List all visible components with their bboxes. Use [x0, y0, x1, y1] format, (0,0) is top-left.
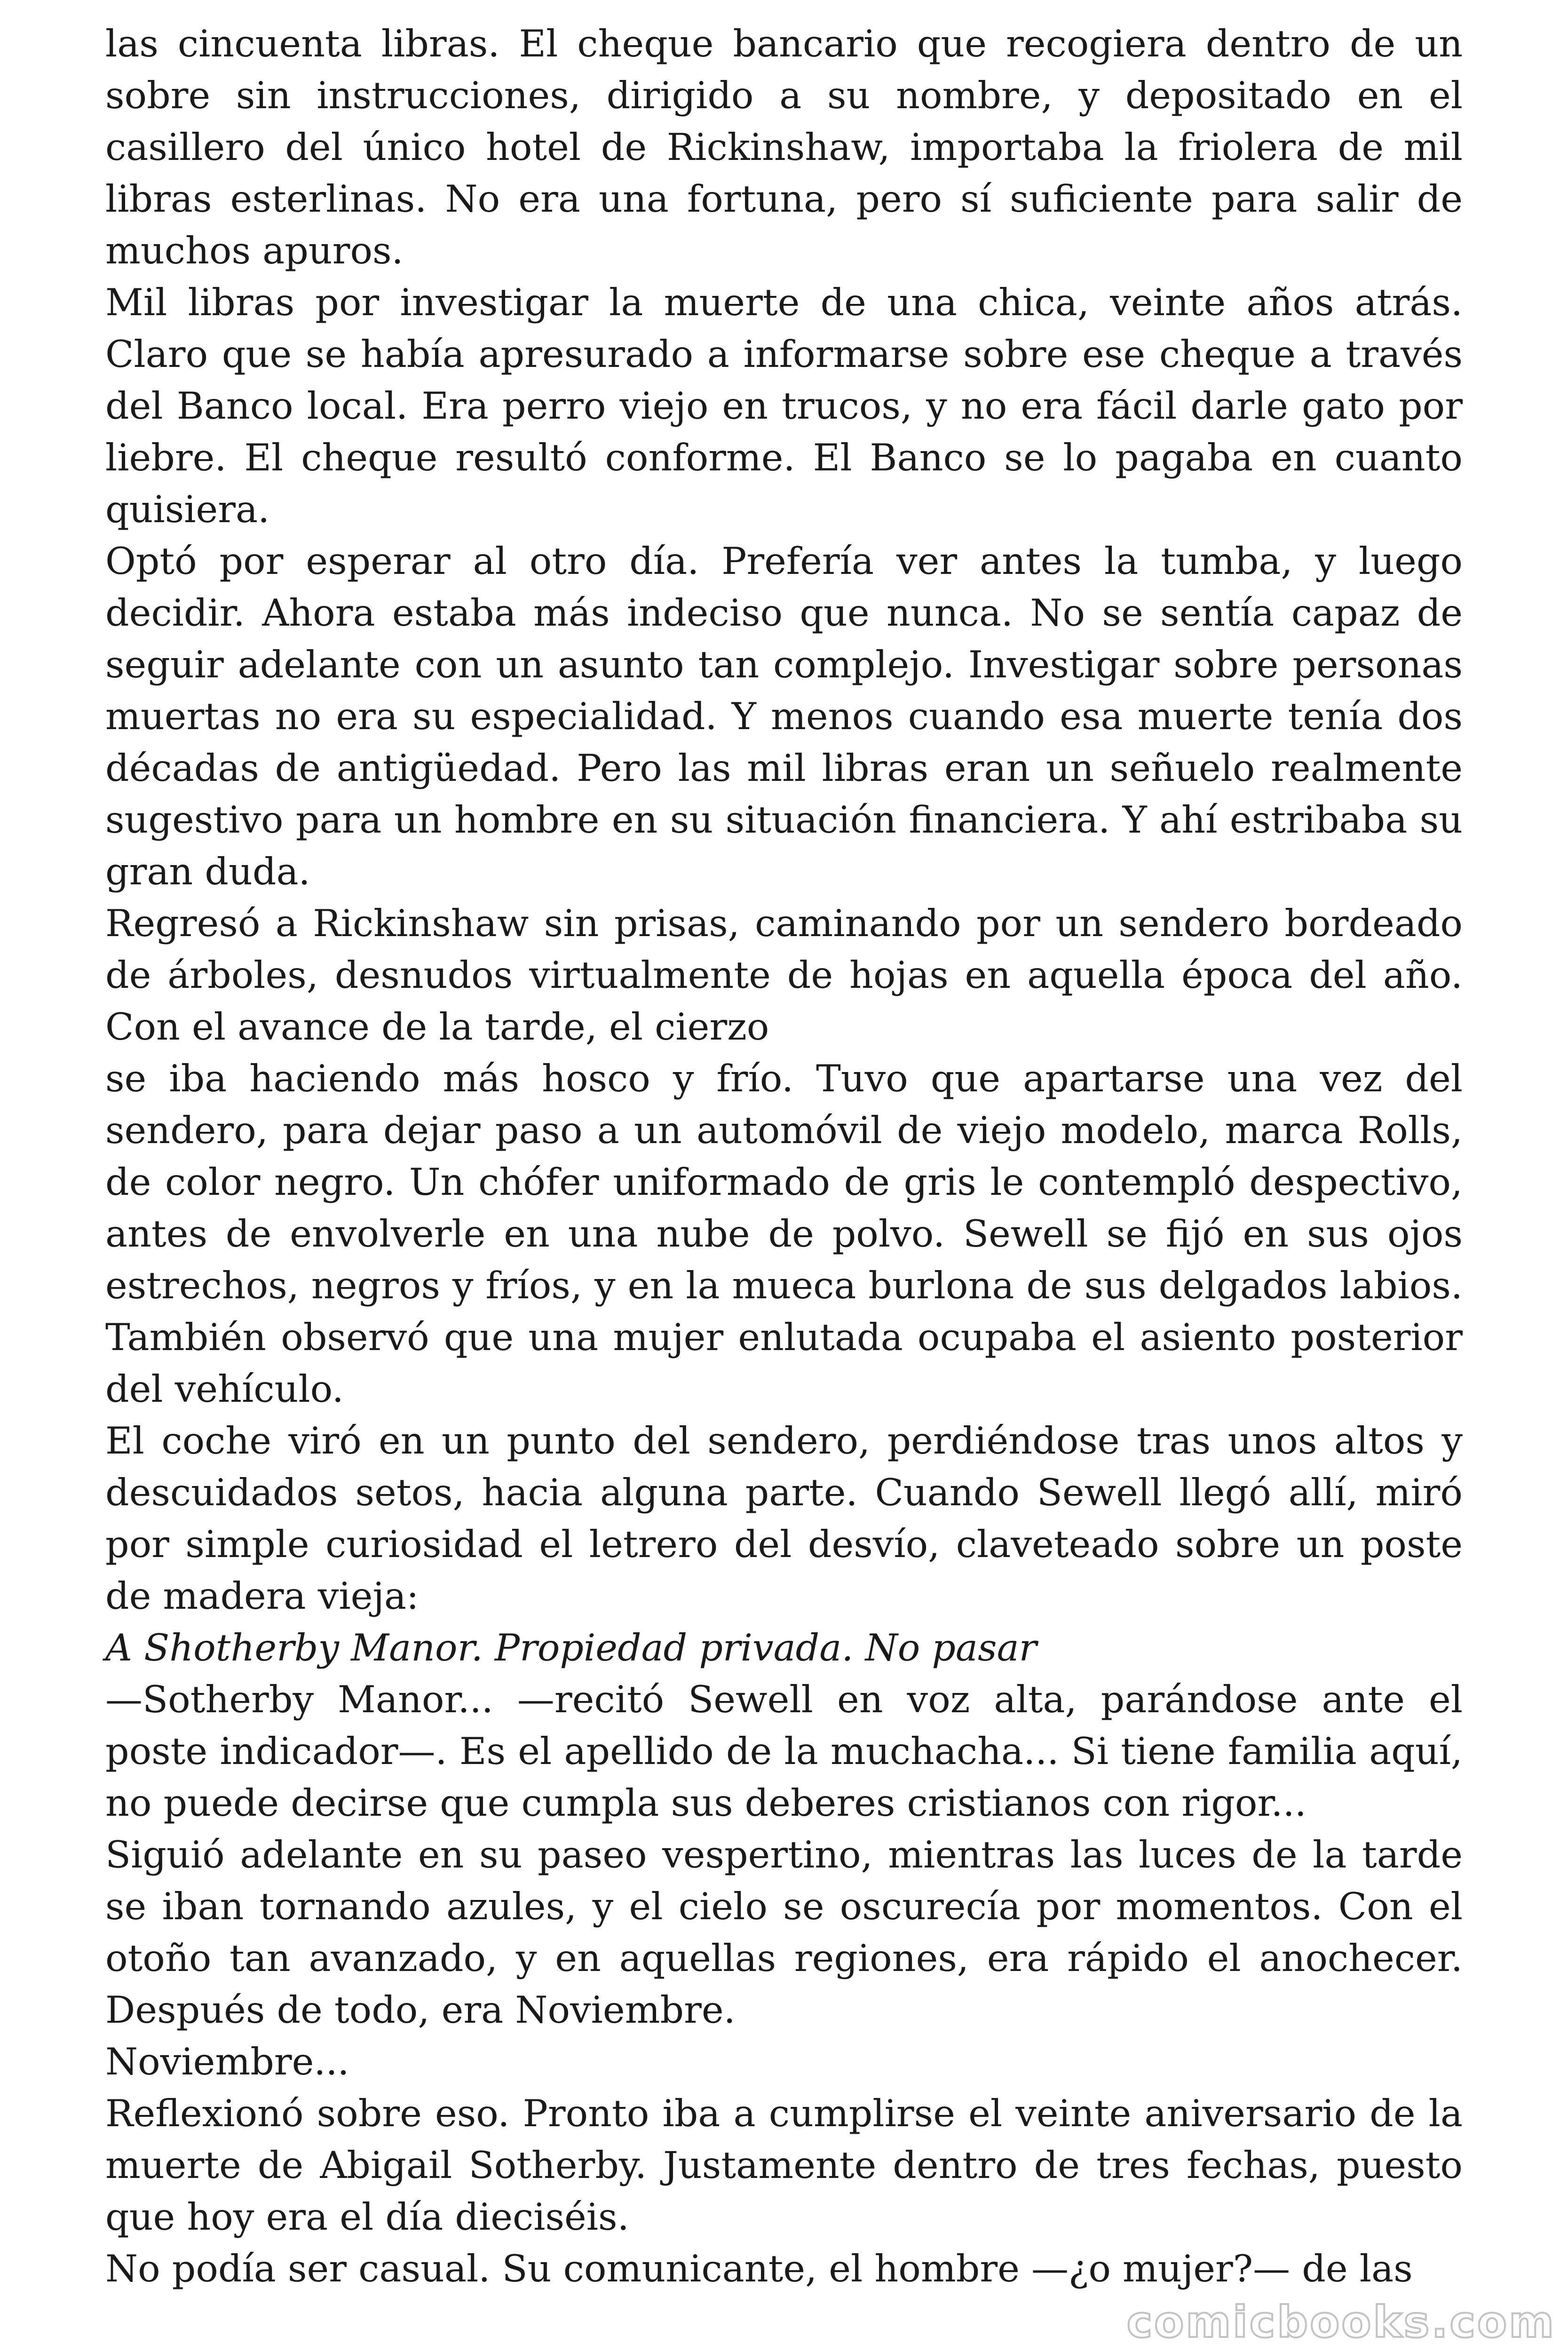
paragraph-12: No podía ser casual. Su comunicante, el hombre —¿o mujer?— de las: [105, 2247, 1413, 2290]
paragraph-9: Siguió adelante en su paseo vespertino, mientras las luces de la tarde se iban tornando azules, y el cielo se oscurecía por momentos. Con el otoño tan avanzado, y en aquellas regiones, era rápido el anochecer. Después de todo, era Noviembre.: [105, 1833, 1463, 2032]
paragraph-10: Noviembre...: [105, 2040, 349, 2083]
paragraph-1: las cincuenta libras. El cheque bancario que recogiera dentro de un sobre sin instrucciones, dirigido a su nombre, y depositado en el casillero del único hotel de Rickinshaw, importaba la friolera de mil libras esterlinas. No era una fortuna, pero sí suficiente para salir de muchos apuros.: [105, 22, 1463, 272]
watermark: comicbooks.com: [1126, 2297, 1556, 2347]
paragraph-8: —Sotherby Manor... —recitó Sewell en voz alta, parándose ante el poste indicador—. Es el apellido de la muchacha... Si tiene familia aquí, no puede decirse que cumpla sus deberes cristianos con rigor...: [105, 1678, 1463, 1825]
paragraph-11: Reflexionó sobre eso. Pronto iba a cumplirse el veinte aniversario de la muerte de Abigail Sotherby. Justamente dentro de tres fechas, puesto que hoy era el día dieciséis.: [105, 2092, 1463, 2239]
book-page-text: [105, 18, 1463, 2295]
paragraph-3: Optó por esperar al otro día. Prefería ver antes la tumba, y luego decidir. Ahora estaba más indeciso que nunca. No se sentía capaz de seguir adelante con un asunto tan complejo. Investigar sobre personas muertas no era su especialidad. Y menos cuando esa muerte tenía dos décadas de antigüedad. Pero las mil libras eran un señuelo realmente sugestivo para un hombre en su situación financiera. Y ahí estribaba su gran duda.: [105, 540, 1463, 893]
paragraph-4: Regresó a Rickinshaw sin prisas, caminando por un sendero bordeado de árboles, desnudos virtualmente de hojas en aquella época del año. Con el avance de la tarde, el cierzo: [105, 902, 1463, 1049]
paragraph-2: Mil libras por investigar la muerte de una chica, veinte años atrás. Claro que se había apresurado a informarse sobre ese cheque a través del Banco local. Era perro viejo en trucos, y no era fácil darle gato por liebre. El cheque resultó conforme. El Banco se lo pagaba en cuanto quisiera.: [105, 281, 1463, 531]
sign-text: A Shotherby Manor. Propiedad privada. No pasar: [105, 1626, 1037, 1669]
paragraph-5: se iba haciendo más hosco y frío. Tuvo que apartarse una vez del sendero, para dejar paso a un automóvil de viejo modelo, marca Rolls, de color negro. Un chófer uniformado de gris le contempló despectivo, antes de envolverle en una nube de polvo. Sewell se fijó en sus ojos estrechos, negros y fríos, y en la mueca burlona de sus delgados labios. También observó que una mujer enlutada ocupaba el asiento posterior del vehículo.: [105, 1057, 1463, 1411]
paragraph-6: El coche viró en un punto del sendero, perdiéndose tras unos altos y descuidados setos, hacia alguna parte. Cuando Sewell llegó allí, miró por simple curiosidad el letrero del desvío, claveteado sobre un poste de madera vieja:: [105, 1419, 1463, 1618]
